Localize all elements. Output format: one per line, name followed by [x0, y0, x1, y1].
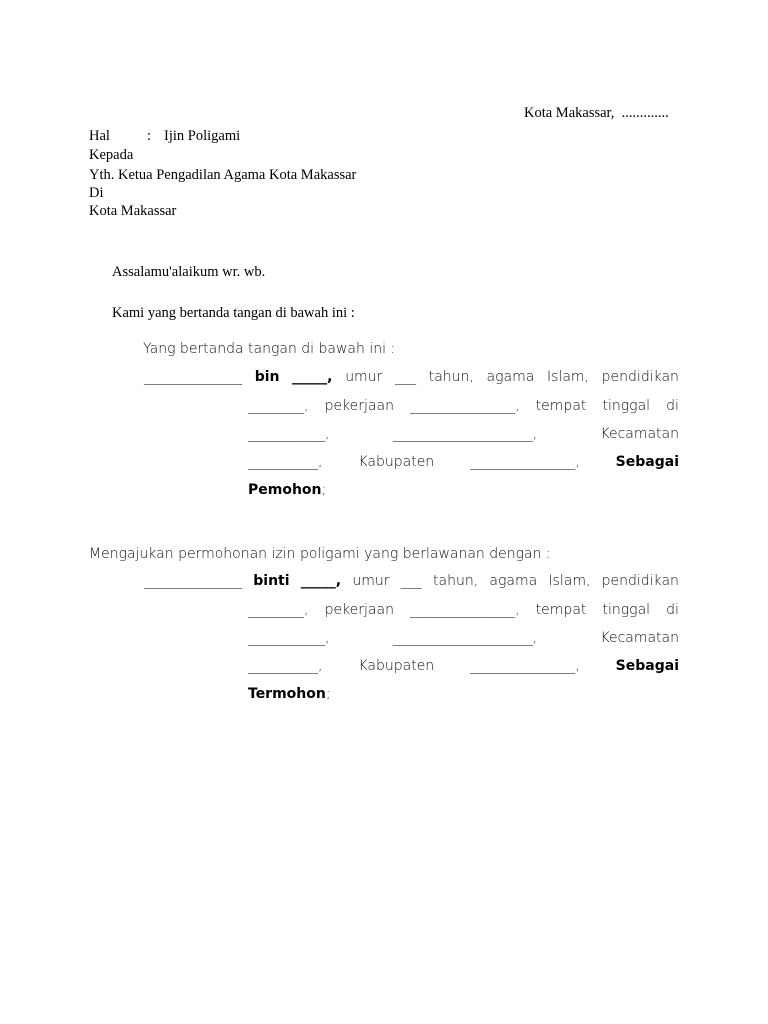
respondent-line-2: [248, 602, 679, 618]
age-label: umur: [352, 573, 390, 589]
address-blank-2: ____________________,: [392, 630, 538, 646]
recipient: Yth. Ketua Pengadilan Agama Kota Makassar: [89, 167, 357, 183]
recipient-city: Kota Makassar: [89, 203, 177, 219]
applicant-line-3: [248, 426, 679, 442]
role-label: Pemohon: [248, 482, 322, 498]
respondent-intro: Mengajukan permohonan izin poligami yang berlawanan dengan :: [89, 546, 551, 562]
intro-text: Kami yang bertanda tangan di bawah ini :: [112, 305, 355, 321]
di-label: Di: [89, 185, 104, 201]
tahun-label: tahun,: [433, 573, 479, 589]
address-blank-1: ___________,: [248, 630, 330, 646]
kecamatan-blank: __________,: [248, 658, 323, 674]
kabupaten-label: Kabupaten: [358, 658, 435, 674]
pekerjaan-label: pekerjaan: [324, 398, 394, 414]
kecamatan-label: Kecamatan: [600, 426, 679, 442]
pendidikan-label: pendidikan: [601, 369, 679, 385]
role-end: ;: [325, 686, 331, 702]
tinggal-label: tinggal: [602, 398, 651, 414]
di-word: di: [666, 398, 679, 414]
name-blank: ______________: [144, 573, 242, 589]
sebagai-label: Sebagai: [615, 658, 679, 674]
sebagai-label: Sebagai: [615, 454, 679, 470]
tinggal-label: tinggal: [602, 602, 651, 618]
subject-line: [89, 127, 240, 145]
job-blank: _______________,: [410, 602, 520, 618]
father-name-blank: _____,: [300, 573, 342, 589]
di-word: di: [666, 602, 679, 618]
job-blank: _______________,: [410, 398, 520, 414]
kepada-label: Kepada: [89, 147, 134, 163]
subject-separator: :: [147, 128, 152, 144]
role-label: Termohon: [248, 686, 326, 702]
respondent-line-1: [144, 573, 679, 589]
respondent-role-line: [248, 686, 331, 702]
father-name-blank: _____,: [292, 369, 333, 385]
tempat-label: tempat: [535, 398, 587, 414]
name-blank: ______________: [144, 369, 242, 385]
education-blank: ________,: [248, 602, 309, 618]
subject-value: Ijin Poligami: [164, 128, 241, 144]
kecamatan-label: Kecamatan: [600, 630, 679, 646]
pekerjaan-label: pekerjaan: [324, 602, 394, 618]
age-blank: ___: [400, 573, 422, 589]
applicant-role-line: [248, 482, 326, 498]
applicant-line-2: [248, 398, 679, 414]
applicant-heading: Yang bertanda tangan di bawah ini :: [143, 341, 396, 357]
age-blank: ___: [395, 369, 417, 385]
greeting: Assalamu'alaikum wr. wb.: [112, 264, 266, 280]
kabupaten-blank: _______________,: [470, 454, 580, 470]
subject-label: Hal: [89, 128, 110, 144]
applicant-line-1: [144, 369, 679, 385]
age-label: umur: [345, 369, 383, 385]
tempat-label: tempat: [535, 602, 587, 618]
relation-label: bin: [254, 369, 280, 385]
agama-label: agama: [486, 369, 535, 385]
address-blank-2: ____________________,: [392, 426, 538, 442]
kecamatan-blank: __________,: [248, 454, 323, 470]
respondent-line-3: [248, 630, 679, 646]
tahun-label: tahun,: [428, 369, 474, 385]
relation-label: binti: [253, 573, 290, 589]
kabupaten-label: Kabupaten: [358, 454, 435, 470]
applicant-line-4: [248, 454, 679, 470]
agama-label: agama: [489, 573, 538, 589]
kabupaten-blank: _______________,: [470, 658, 580, 674]
islam-label: Islam,: [547, 369, 589, 385]
education-blank: ________,: [248, 398, 309, 414]
islam-label: Islam,: [548, 573, 591, 589]
address-blank-1: ___________,: [248, 426, 330, 442]
respondent-line-4: [248, 658, 679, 674]
pendidikan-label: pendidikan: [601, 573, 679, 589]
place-date: Kota Makassar, .............: [524, 105, 669, 121]
role-end: ;: [321, 482, 327, 498]
